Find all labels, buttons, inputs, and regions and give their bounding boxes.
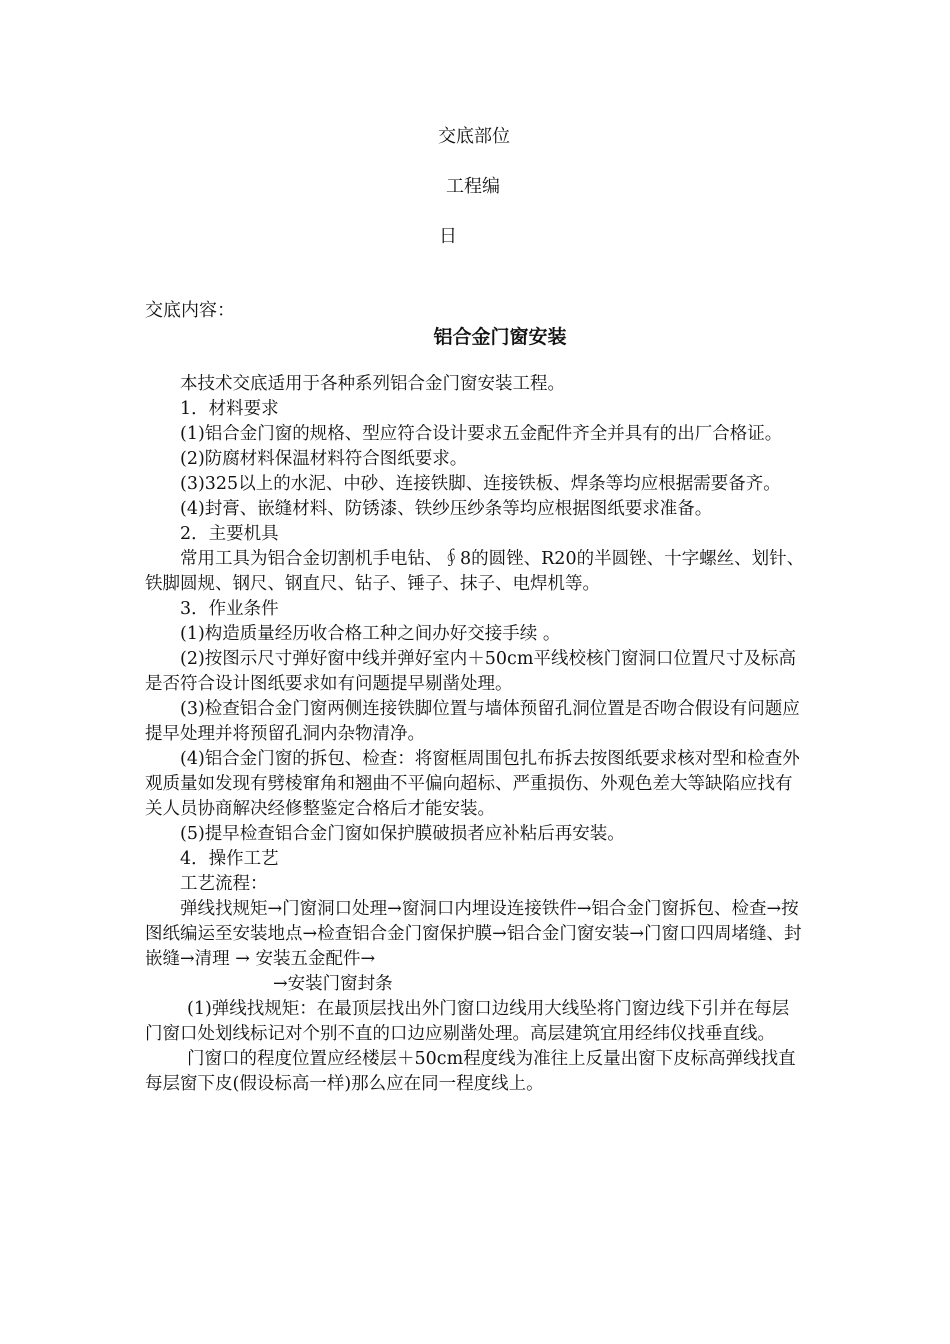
paragraph: (5)提早检查铝合金门窗如保护膜破损者应补粘后再安装。 <box>180 824 625 844</box>
paragraph: (1)弹线找规矩：在最顶层找出外门窗口边线用大线坠将门窗边线下引并在每层门窗口处划线标记对个别不直的口边应剔凿处理。高层建筑宜用经纬仪找垂直线。 <box>145 999 790 1044</box>
header-part: 交底部位 <box>438 126 510 147</box>
section-heading: 3．作业条件 <box>180 599 279 619</box>
paragraph: (3)检查铝合金门窗两侧连接铁脚位置与墙体预留孔洞位置是否吻合假设有问题应提早处理并将预留孔洞内杂物清净。 <box>145 699 800 744</box>
paragraph: 本技术交底适用于各种系列铝合金门窗安装工程。 <box>180 374 565 394</box>
paragraph: 门窗口的程度位置应经楼层＋50cm程度线为准往上反量出窗下皮标高弹线找直每层窗下皮(假设标高一样)那么应在同一程度线上。 <box>145 1049 796 1094</box>
process-flow-tail: →安装门窗封条 <box>273 974 393 994</box>
section-heading: 2．主要机具 <box>180 524 279 544</box>
paragraph: 工艺流程： <box>180 874 268 894</box>
paragraph: (3)325以上的水泥、中砂、连接铁脚、连接铁板、焊条等均应根据需要备齐。 <box>180 474 781 494</box>
paragraph: (1)铝合金门窗的规格、型应符合设计要求五金配件齐全并具有的出厂合格证。 <box>180 424 783 444</box>
section-heading: 4．操作工艺 <box>180 849 279 869</box>
paragraph: 常用工具为铝合金切割机手电钻、∮8的圆锉、R20的半圆锉、十字螺丝、划针、铁脚圆规、钢尺、钢直尺、钻子、锤子、抹子、电焊机等。 <box>145 549 805 594</box>
paragraph: (4)铝合金门窗的拆包、检查：将窗框周围包扎布拆去按图纸要求核对型和检查外观质量如发现有劈棱窜角和翘曲不平偏向超标、严重损伤、外观色差大等缺陷应找有关人员协商解决经修整鉴定合格后才能安装。 <box>145 749 800 819</box>
paragraph: (2)防腐材料保温材料符合图纸要求。 <box>180 449 468 469</box>
document-body <box>145 372 805 1097</box>
content-label: 交底内容： <box>145 300 235 321</box>
process-flow: 弹线找规矩→门窗洞口处理→窗洞口内埋设连接铁件→铝合金门窗拆包、检查→按图纸编运至安装地点→检查铝合金门窗保护膜→铝合金门窗安装→门窗口四周堵缝、封嵌缝→清理 → 安装五金配件→ <box>145 899 802 969</box>
document-title: 铝合金门窗安装 <box>433 326 567 348</box>
paragraph: (1)构造质量经历收合格工种之间办好交接手续 。 <box>180 624 561 644</box>
header-project-no: 工程编 <box>446 176 500 197</box>
header-date: 日 <box>439 226 457 247</box>
section-heading: 1．材料要求 <box>180 399 279 419</box>
paragraph: (2)按图示尺寸弹好窗中线并弹好室内＋50cm平线校核门窗洞口位置尺寸及标高是否符合设计图纸要求如有问题提早剔凿处理。 <box>145 649 796 694</box>
paragraph: (4)封膏、嵌缝材料、防锈漆、铁纱压纱条等均应根据图纸要求准备。 <box>180 499 713 519</box>
